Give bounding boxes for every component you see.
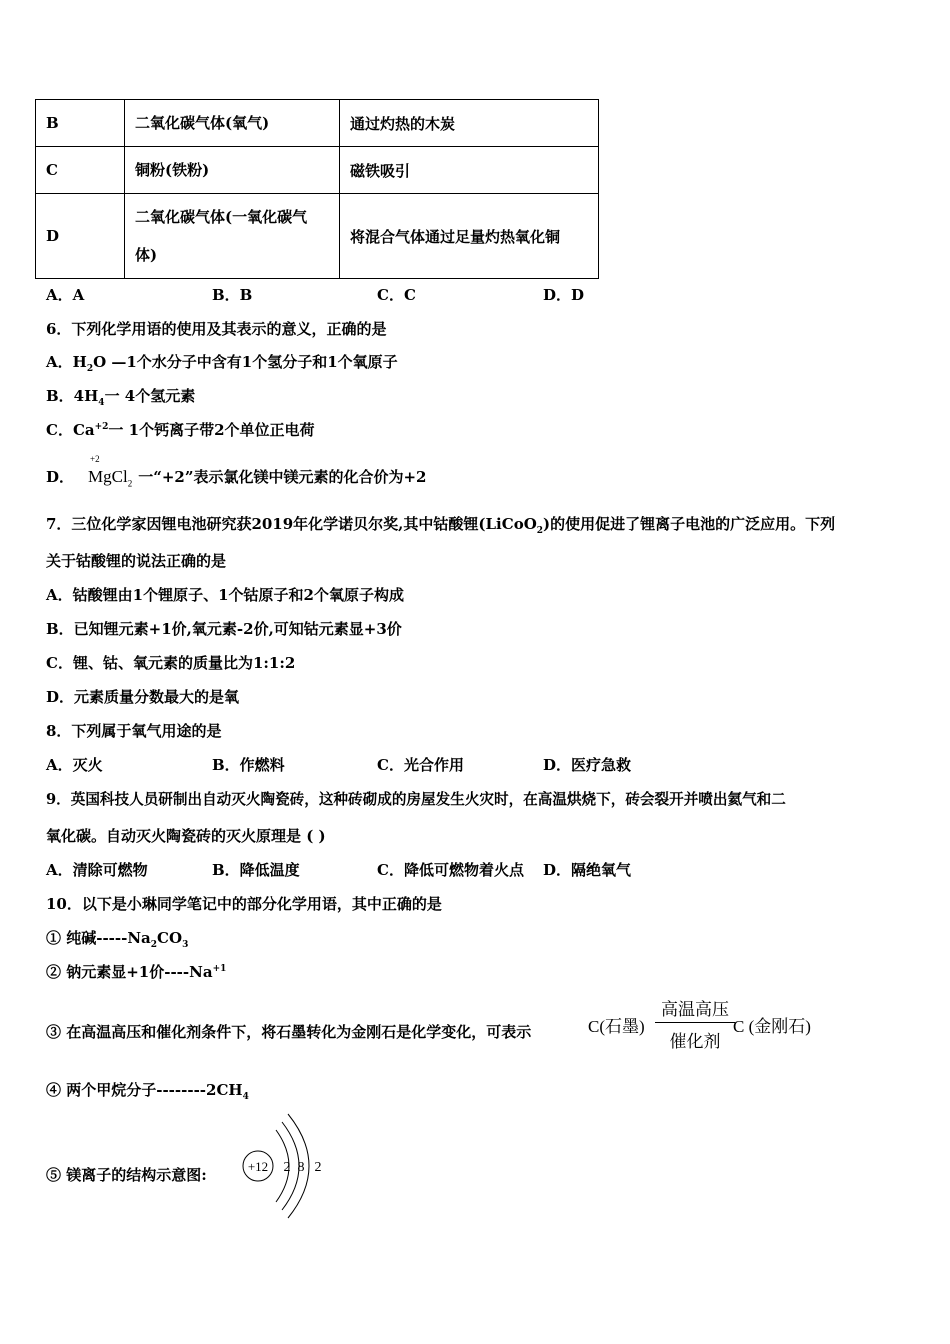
q5-choice-b: B．B xyxy=(212,286,253,304)
q9-stem-line1: 9．英国科技人员研制出自动灭火陶瓷砖，这种砖砌成的房屋发生火灾时，在高温烘烧下，砖会裂开并喷出氦气和二 xyxy=(46,791,786,808)
q6-option-d xyxy=(46,454,427,489)
atom-structure-diagram xyxy=(236,1108,336,1220)
q5-choice-d: D．D xyxy=(543,286,585,304)
shell-electrons-3: 2 xyxy=(314,1160,322,1175)
table-row xyxy=(36,194,599,279)
q9-choice-c: C．降低可燃物着火点 xyxy=(377,861,524,879)
equation-right: C (金刚石) xyxy=(733,1017,811,1036)
q6-c-pre: C．Ca xyxy=(46,421,95,439)
q10-i1-pre: ① 纯碱-----Na xyxy=(46,929,151,947)
q6-d-sup: +2 xyxy=(90,454,100,464)
shell-electrons-1: 2 xyxy=(283,1160,291,1175)
q7-option-b: B．已知锂元素+1价,氧元素-2价,可知钴元素显+3价 xyxy=(46,620,402,638)
q9-choice-a: A．清除可燃物 xyxy=(46,861,148,879)
option-cell: D xyxy=(36,194,125,279)
q8-choice-c: C．光合作用 xyxy=(377,756,464,774)
substance-cell: 二氧化碳气体(氧气) xyxy=(125,100,340,147)
q10-i1-sub1: 2 xyxy=(150,940,158,950)
q10-i4-pre: ④ 两个甲烷分子--------2CH xyxy=(46,1081,243,1099)
method-cell: 将混合气体通过足量灼热氧化铜 xyxy=(340,194,599,279)
q10-stem: 10．以下是小琳同学笔记中的部分化学用语，其中正确的是 xyxy=(46,895,442,913)
q9-choice-b: B．降低温度 xyxy=(212,861,300,879)
q10-i4-sub: 4 xyxy=(242,1092,249,1102)
q5-choice-c: C．C xyxy=(377,286,416,304)
q10-item-1 xyxy=(46,927,188,950)
q8-stem: 8．下列属于氧气用途的是 xyxy=(46,722,222,740)
method-cell: 磁铁吸引 xyxy=(340,147,599,194)
q6-a-pre: A．H xyxy=(46,353,87,371)
q6-a-post: O —1个水分子中含有1个氢分子和1个氧原子 xyxy=(93,353,398,371)
q6-d-pre: D． xyxy=(46,468,75,486)
q10-i1-mid: CO xyxy=(157,929,183,947)
q7-stem-post: )的使用促进了锂离子电池的广泛应用。下列 xyxy=(543,515,836,533)
condition-top: 高温高压 xyxy=(655,995,735,1023)
q8-choice-b: B．作燃料 xyxy=(212,756,285,774)
q10-item-3: ③ 在高温高压和催化剂条件下，将石墨转化为金刚石是化学变化，可表示 xyxy=(46,1023,532,1041)
q7-stem-line2: 关于钴酸锂的说法正确的是 xyxy=(46,552,227,570)
q10-item-4 xyxy=(46,1079,249,1102)
q8-choice-a: A．灭火 xyxy=(46,756,103,774)
q7-stem-pre: 7．三位化学家因锂电池研究获2019年化学诺贝尔奖,其中钴酸锂(LiCoO xyxy=(46,515,537,533)
q6-d-sub: 2 xyxy=(127,478,133,489)
q6-d-formula-wrap xyxy=(88,454,133,489)
q7-option-a: A．钴酸锂由1个锂原子、1个钴原子和2个氧原子构成 xyxy=(46,586,404,604)
q9-stem-line2: 氧化碳。自动灭火陶瓷砖的灭火原理是 ( ) xyxy=(46,827,326,845)
q5-choice-a: A．A xyxy=(46,286,85,304)
q6-option-a xyxy=(46,351,398,374)
substance-cell: 铜粉(铁粉) xyxy=(125,147,340,194)
q7-option-d: D．元素质量分数最大的是氧 xyxy=(46,688,240,706)
table-row xyxy=(36,100,599,147)
q7-stem-sub: 2 xyxy=(536,526,544,536)
q6-stem: 6．下列化学用语的使用及其表示的意义，正确的是 xyxy=(46,320,387,338)
condition-bottom: 催化剂 xyxy=(669,1032,721,1051)
q6-b-pre: B．4H xyxy=(46,387,99,405)
equation-left: C(石墨) xyxy=(588,1017,645,1036)
q10-item-5: ⑤ 镁离子的结构示意图: xyxy=(46,1166,207,1184)
method-cell: 通过灼热的木炭 xyxy=(340,100,599,147)
q7-option-c: C．锂、钴、氧元素的质量比为1:1:2 xyxy=(46,654,296,672)
q10-i2-sup: +1 xyxy=(212,964,227,974)
q8-choice-d: D．医疗急救 xyxy=(543,756,632,774)
q10-item-2 xyxy=(46,961,226,982)
q6-d-formula: MgCl xyxy=(88,467,128,486)
q10-i2-pre: ② 钠元素显+1价----Na xyxy=(46,963,213,981)
nucleus-label: +12 xyxy=(247,1159,269,1174)
q6-d-post: 一“+2”表示氯化镁中镁元素的化合价为+2 xyxy=(138,468,427,486)
equation-condition xyxy=(655,995,735,1052)
shell-electrons-2: 8 xyxy=(297,1160,305,1175)
q6-b-post: 一 4个氢元素 xyxy=(104,387,196,405)
options-table xyxy=(35,99,599,279)
q10-i1-sub2: 3 xyxy=(182,940,189,950)
q6-c-post: 一 1个钙离子带2个单位正电荷 xyxy=(108,421,315,439)
substance-cell: 二氧化碳气体(一氧化碳气体) xyxy=(125,194,340,279)
q6-c-sup: +2 xyxy=(94,422,109,432)
q7-stem-line1 xyxy=(46,513,835,536)
q9-choice-d: D．隔绝氧气 xyxy=(543,861,632,879)
option-cell: B xyxy=(36,100,125,147)
option-cell: C xyxy=(36,147,125,194)
q6-b-sub: 4 xyxy=(98,398,105,408)
table-row xyxy=(36,147,599,194)
q6-option-b xyxy=(46,385,195,408)
q6-option-c xyxy=(46,419,315,440)
q6-a-sub: 2 xyxy=(86,364,94,374)
